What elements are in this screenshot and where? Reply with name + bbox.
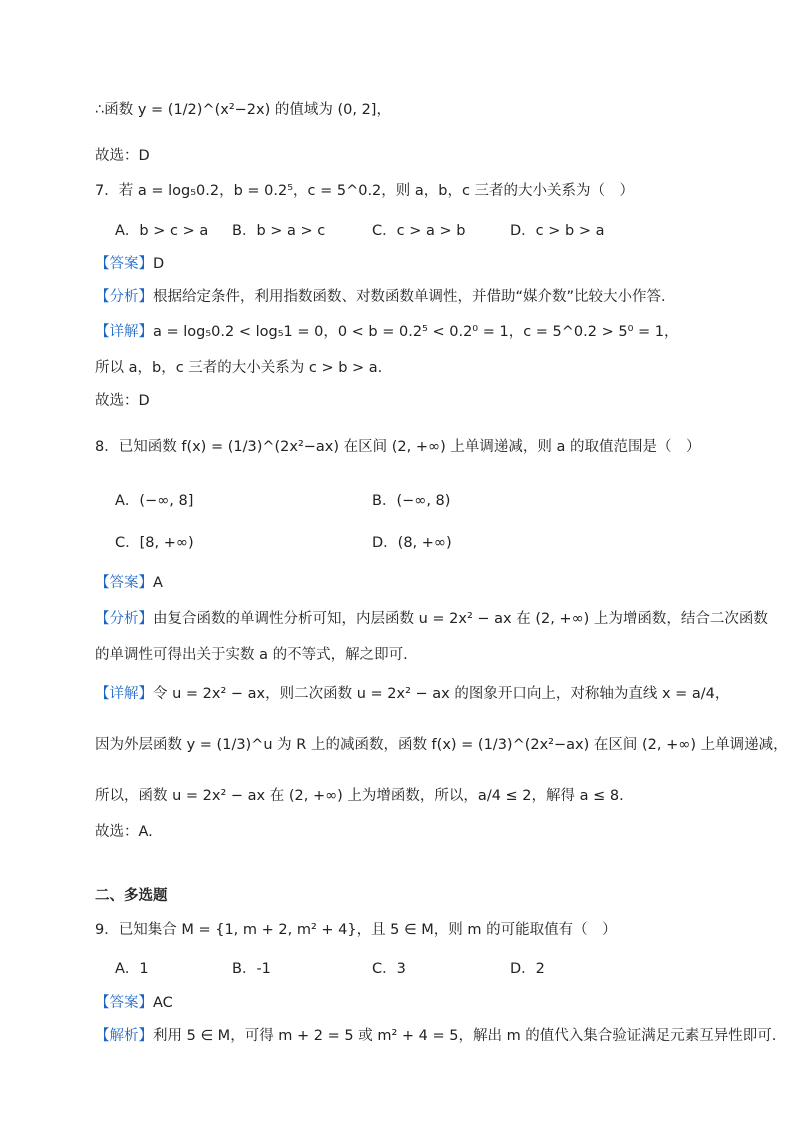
analysis-tag: 【解析】 <box>95 1028 153 1044</box>
detail-tag: 【详解】 <box>95 686 153 702</box>
analysis-tag: 【分析】 <box>95 289 153 305</box>
answer-tag: 【答案】 <box>95 575 153 591</box>
analysis-text: 根据给定条件，利用指数函数、对数函数单调性，并借助“媒介数”比较大小作答. <box>153 289 666 305</box>
q7-option-b: B．b > a > c <box>232 223 326 239</box>
detail-tag: 【详解】 <box>95 324 153 340</box>
q8-analysis-line-2: 的单调性可得出关于实数 a 的不等式，解之即可. <box>95 647 408 663</box>
analysis-text: 利用 5 ∈ M，可得 m + 2 = 5 或 m² + 4 = 5，解出 m 的值代入集合验证满足元素互异性即可. <box>153 1028 777 1044</box>
q7-answer-line <box>95 254 164 274</box>
analysis-text: 由复合函数的单调性分析可知，内层函数 u = 2x² − ax 在 (2, +∞) 上为增函数，结合二次函数 <box>153 611 768 627</box>
q9-analysis-line <box>95 1026 776 1046</box>
question-8: 8．已知函数 f(x) = (1/3)^(2x²−ax) 在区间 (2, +∞) 上单调递减，则 a 的取值范围是（ ） <box>95 439 701 455</box>
q7-choice-line: 故选：D <box>95 393 150 409</box>
q7-option-c: C．c > a > b <box>372 223 466 239</box>
answer-value: A <box>153 575 163 591</box>
q8-option-a: A．(−∞, 8] <box>115 493 194 509</box>
q7-detail-line <box>95 322 678 342</box>
text-line-choice: 故选：D <box>95 148 150 164</box>
question-7: 7．若 a = log₅0.2，b = 0.2⁵，c = 5^0.2，则 a，b，c 三者的大小关系为（ ） <box>95 183 635 199</box>
answer-tag: 【答案】 <box>95 995 153 1011</box>
q8-option-b: B．(−∞, 8) <box>372 493 451 509</box>
q9-option-d: D．2 <box>510 961 545 977</box>
question-9: 9．已知集合 M = {1, m + 2, m² + 4}，且 5 ∈ M，则 m 的可能取值有（ ） <box>95 922 617 938</box>
text-line-range: ∴函数 y = (1/2)^(x²−2x) 的值域为 (0, 2]， <box>95 102 391 118</box>
q9-option-c: C．3 <box>372 961 406 977</box>
q8-detail-line <box>95 684 729 704</box>
q7-detail-line-2: 所以 a，b，c 三者的大小关系为 c > b > a. <box>95 360 383 376</box>
section-heading: 二、多选题 <box>95 888 168 904</box>
q9-answer-line <box>95 993 173 1013</box>
q8-choice-line: 故选：A. <box>95 824 153 840</box>
q8-analysis-line <box>95 609 768 629</box>
q8-detail-line-3: 所以，函数 u = 2x² − ax 在 (2, +∞) 上为增函数，所以，a/4 ≤ 2，解得 a ≤ 8. <box>95 788 624 804</box>
q8-option-c: C．[8, +∞) <box>115 535 194 551</box>
answer-value: D <box>153 256 165 272</box>
q8-option-d: D．(8, +∞) <box>372 535 452 551</box>
q7-option-a: A．b > c > a <box>115 223 209 239</box>
answer-value: AC <box>153 995 173 1011</box>
q7-option-d: D．c > b > a <box>510 223 605 239</box>
q9-option-a: A．1 <box>115 961 149 977</box>
detail-text: 令 u = 2x² − ax，则二次函数 u = 2x² − ax 的图象开口向上，对称轴为直线 x = a/4， <box>153 686 730 702</box>
answer-tag: 【答案】 <box>95 256 153 272</box>
q7-analysis-line <box>95 287 666 307</box>
q8-detail-line-2: 因为外层函数 y = (1/3)^u 为 R 上的减函数，函数 f(x) = (1/3)^(2x²−ax) 在区间 (2, +∞) 上单调递减， <box>95 737 788 753</box>
analysis-tag: 【分析】 <box>95 611 153 627</box>
q8-answer-line <box>95 573 163 593</box>
detail-text: a = log₅0.2 < log₅1 = 0，0 < b = 0.2⁵ < 0.2⁰ = 1，c = 5^0.2 > 5⁰ = 1， <box>153 324 679 340</box>
q9-option-b: B．-1 <box>232 961 271 977</box>
